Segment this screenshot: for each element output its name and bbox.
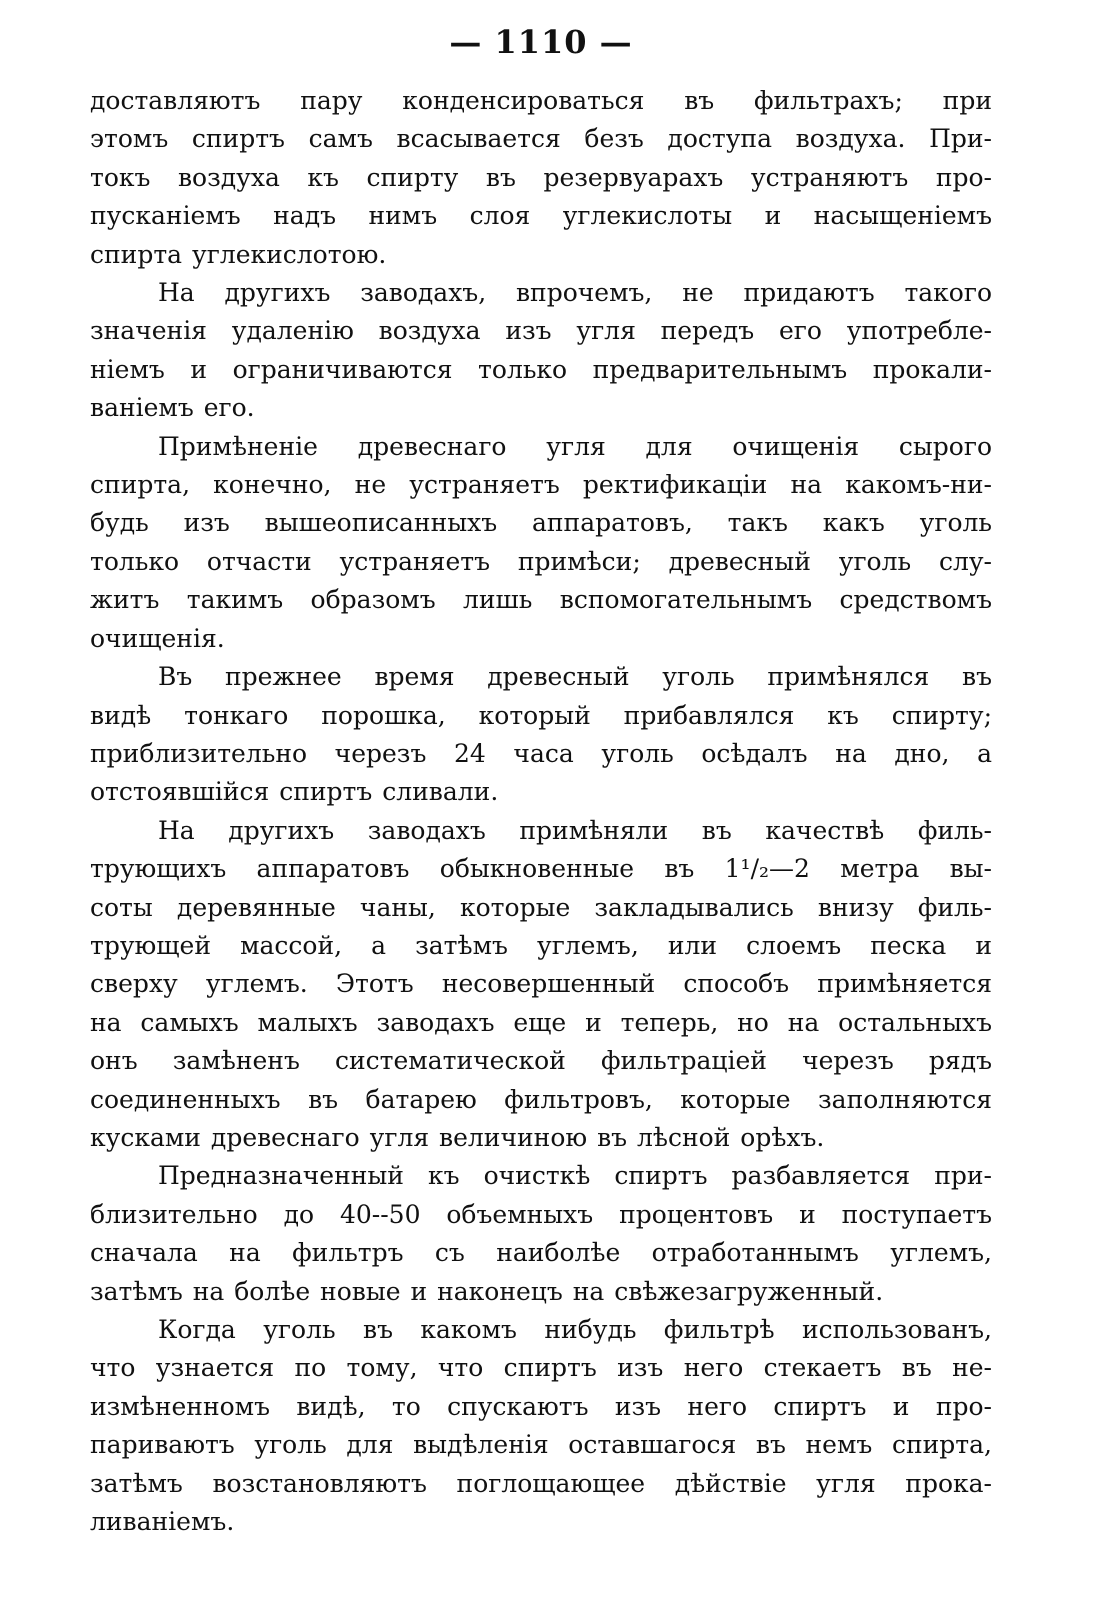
text-line: кусками древеснаго угля величиною въ лѣсной орѣхъ. xyxy=(90,1122,825,1152)
text-line: На другихъ заводахъ, впрочемъ, не придаютъ такого xyxy=(158,278,992,308)
text-line: сначала на фильтръ съ наиболѣе отработаннымъ углемъ, xyxy=(90,1238,992,1268)
text-line: житъ такимъ образомъ лишь вспомогательнымъ средствомъ xyxy=(90,585,992,615)
text-line: значенія удаленію воздуха изъ угля передъ его употребле- xyxy=(90,316,992,346)
text-line: спирта, конечно, не устраняетъ ректификаціи на какомъ-ни- xyxy=(90,470,992,500)
text-line: затѣмъ возстановляютъ поглощающее дѣйствіе угля прока- xyxy=(90,1468,992,1498)
paragraph-1 xyxy=(90,82,992,274)
text-line: трующей массой, а затѣмъ углемъ, или слоемъ песка и xyxy=(90,930,992,960)
text-line: ніемъ и ограничиваются только предварительнымъ прокали- xyxy=(90,354,992,384)
text-line: спирта углекислотою. xyxy=(90,239,387,269)
paragraph-7 xyxy=(90,1311,992,1541)
text-line: ваніемъ его. xyxy=(90,393,255,423)
text-line: этомъ спиртъ самъ всасывается безъ доступа воздуха. При- xyxy=(90,124,992,154)
text-line: близительно до 40--50 объемныхъ процентовъ и поступаетъ xyxy=(90,1199,992,1229)
text-line: Примѣненіе древеснаго угля для очищенія сырого xyxy=(158,431,992,461)
text-line: пусканіемъ надъ нимъ слоя углекислоты и насыщеніемъ xyxy=(90,201,992,231)
text-line: будь изъ вышеописанныхъ аппаратовъ, такъ какъ уголь xyxy=(90,508,992,538)
text-line: Когда уголь въ какомъ нибудь фильтрѣ использованъ, xyxy=(158,1315,992,1344)
text-line: видѣ тонкаго порошка, который прибавлялся къ спирту; xyxy=(90,700,992,730)
text-line: соты деревянные чаны, которые закладывались внизу филь- xyxy=(90,892,992,922)
text-line: На другихъ заводахъ примѣняли въ качествѣ филь- xyxy=(158,815,992,845)
text-line: измѣненномъ видѣ, то спускаютъ изъ него спиртъ и про- xyxy=(90,1391,992,1421)
paragraph-5 xyxy=(90,812,992,1158)
text-line: доставляютъ пару конденсироваться въ фильтрахъ; при xyxy=(90,86,992,115)
paragraph-2 xyxy=(90,274,992,428)
text-line: очищенія. xyxy=(90,623,225,653)
paragraph-3 xyxy=(90,428,992,658)
text-line: соединенныхъ въ батарею фильтровъ, которые заполняются xyxy=(90,1084,992,1114)
text-line: приблизительно черезъ 24 часа уголь осѣдалъ на дно, а xyxy=(90,738,992,768)
text-line: что узнается по тому, что спиртъ изъ него стекаетъ въ не- xyxy=(90,1353,992,1383)
text-line: ливаніемъ. xyxy=(90,1507,235,1537)
text-line: отстоявшійся спиртъ сливали. xyxy=(90,777,499,807)
text-line: токъ воздуха къ спирту въ резервуарахъ устраняютъ про- xyxy=(90,162,992,192)
text-line: трующихъ аппаратовъ обыкновенные въ 1¹/₂—2 метра вы- xyxy=(90,854,992,884)
text-line: затѣмъ на болѣе новые и наконецъ на свѣжезагруженный. xyxy=(90,1276,884,1306)
paragraph-6 xyxy=(90,1157,992,1311)
text-line: париваютъ уголь для выдѣленія оставшагося въ немъ спирта, xyxy=(90,1430,992,1460)
text-line: только отчасти устраняетъ примѣси; древесный уголь слу- xyxy=(90,546,992,576)
paragraph-4 xyxy=(90,658,992,812)
text-line: сверху углемъ. Этотъ несовершенный способъ примѣняется xyxy=(90,969,992,999)
text-line: Въ прежнее время древесный уголь примѣнялся въ xyxy=(158,662,992,692)
text-line: Предназначенный къ очисткѣ спиртъ разбавляется при- xyxy=(158,1161,992,1191)
text-line: онъ замѣненъ систематической фильтраціей черезъ рядъ xyxy=(90,1046,992,1076)
text-line: на самыхъ малыхъ заводахъ еще и теперь, но на остальныхъ xyxy=(90,1007,992,1037)
page-number: — 1110 — xyxy=(449,23,633,61)
